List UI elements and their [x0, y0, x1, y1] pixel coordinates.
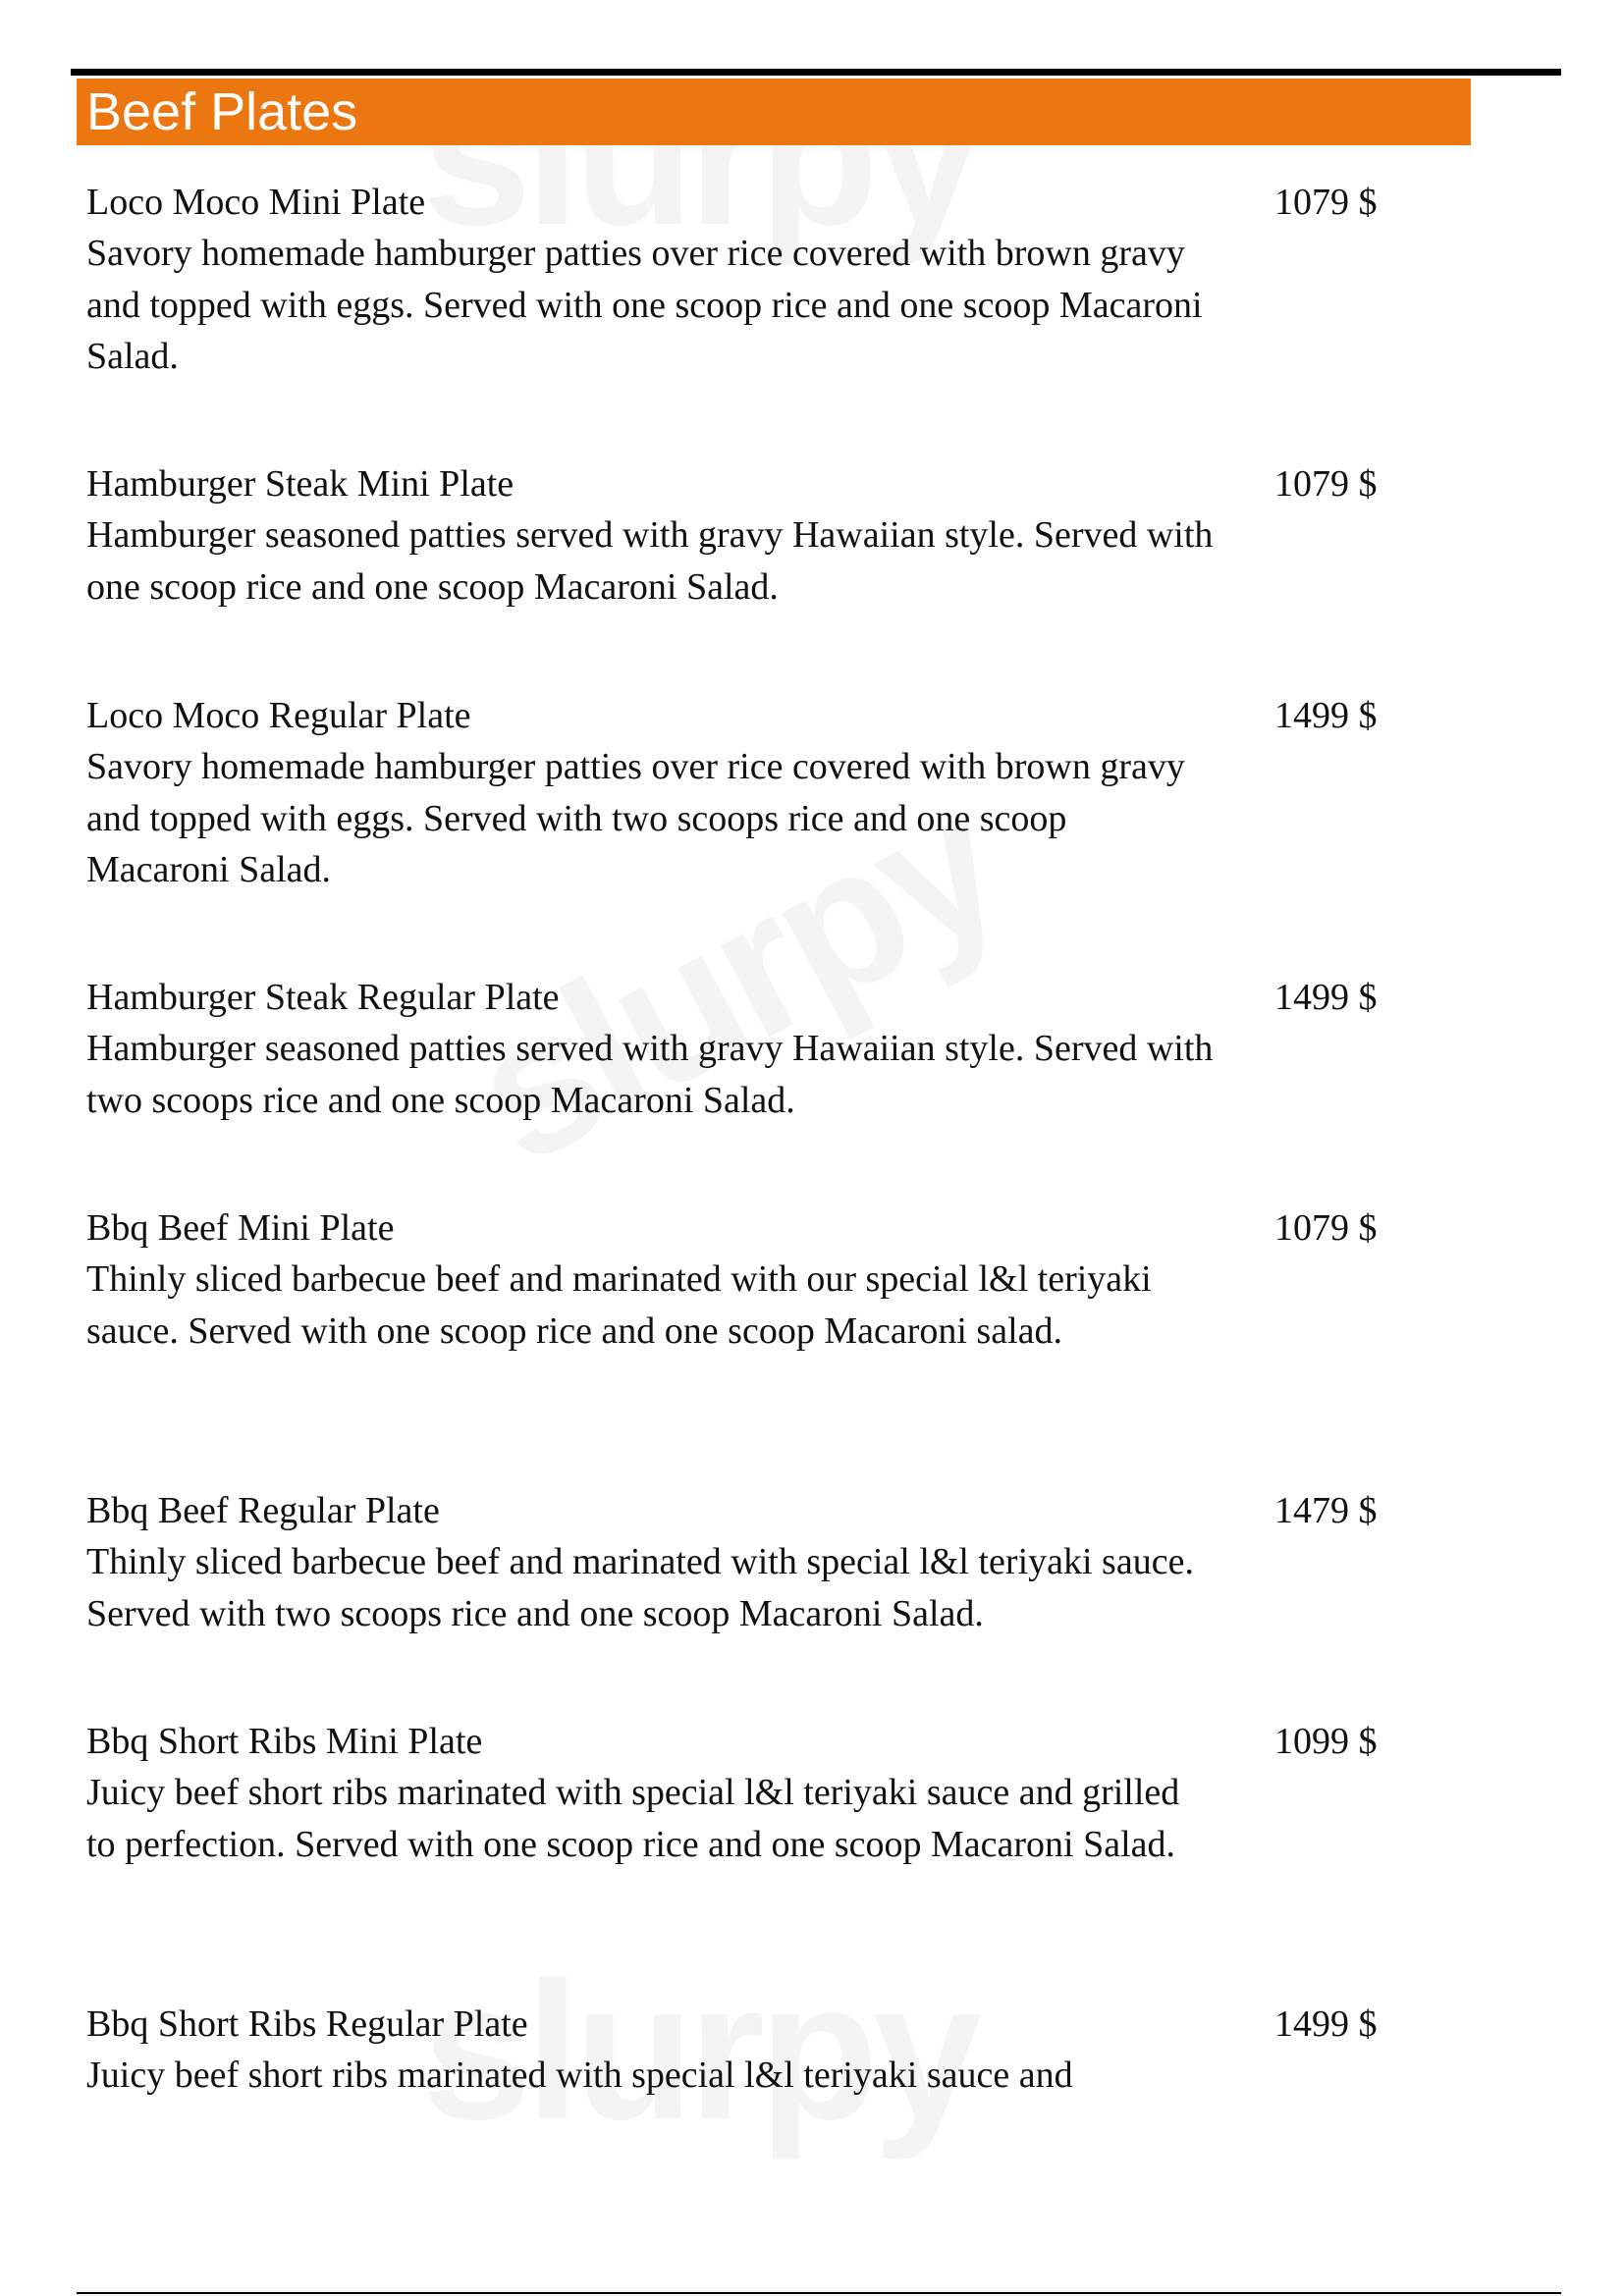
item-price: 1499 $: [1274, 695, 1378, 736]
item-name: Loco Moco Mini Plate: [86, 182, 426, 223]
item-description: Thinly sliced barbecue beef and marinated with our special l&l teriyaki sauce. Served with one scoop rice and one scoop Macaroni salad.: [86, 1258, 1152, 1352]
item-price: 1079 $: [1274, 1207, 1378, 1249]
item-name: Hamburger Steak Mini Plate: [86, 463, 514, 505]
item-price: 1099 $: [1274, 1721, 1378, 1762]
menu-item: [86, 1999, 1402, 2102]
menu-item: [86, 177, 1402, 383]
item-description: Juicy beef short ribs marinated with special l&l teriyaki sauce and grilled to perfection. Served with one scoop rice and one scoop Macaroni Salad.: [86, 1772, 1180, 1865]
item-name: Loco Moco Regular Plate: [86, 695, 471, 736]
item-description: Savory homemade hamburger patties over rice covered with brown gravy and topped with eggs. Served with two scoops rice and one scoop Macaroni Salad.: [86, 746, 1185, 890]
menu-item: [86, 972, 1402, 1126]
item-name: Bbq Short Ribs Regular Plate: [86, 2003, 528, 2045]
item-name: Bbq Beef Mini Plate: [86, 1207, 395, 1249]
item-description: Hamburger seasoned patties served with gravy Hawaiian style. Served with two scoops rice and one scoop Macaroni Salad.: [86, 1028, 1214, 1121]
item-price: 1079 $: [1274, 182, 1378, 223]
item-price: 1079 $: [1274, 463, 1378, 505]
menu-item: [86, 1716, 1402, 1870]
item-name: Bbq Short Ribs Mini Plate: [86, 1721, 483, 1762]
item-description: Thinly sliced barbecue beef and marinated with special l&l teriyaki sauce. Served with two scoops rice and one scoop Macaroni Salad.: [86, 1541, 1194, 1634]
menu-item: [86, 458, 1402, 613]
section-title: Beef Plates: [86, 82, 358, 141]
item-price: 1479 $: [1274, 1490, 1378, 1531]
menu-item: [86, 1485, 1402, 1639]
item-description: Juicy beef short ribs marinated with special l&l teriyaki sauce and: [86, 2055, 1073, 2096]
item-name: Bbq Beef Regular Plate: [86, 1490, 440, 1531]
item-description: Hamburger seasoned patties served with gravy Hawaiian style. Served with one scoop rice and one scoop Macaroni Salad.: [86, 514, 1214, 608]
menu-item: [86, 690, 1402, 896]
menu-item: [86, 1202, 1402, 1357]
item-name: Hamburger Steak Regular Plate: [86, 977, 560, 1018]
item-price: 1499 $: [1274, 2003, 1378, 2045]
item-description: Savory homemade hamburger patties over rice covered with brown gravy and topped with eggs. Served with one scoop rice and one scoop Macaroni Salad.: [86, 233, 1203, 377]
bottom-divider: [77, 2292, 1561, 2294]
item-price: 1499 $: [1274, 977, 1378, 1018]
